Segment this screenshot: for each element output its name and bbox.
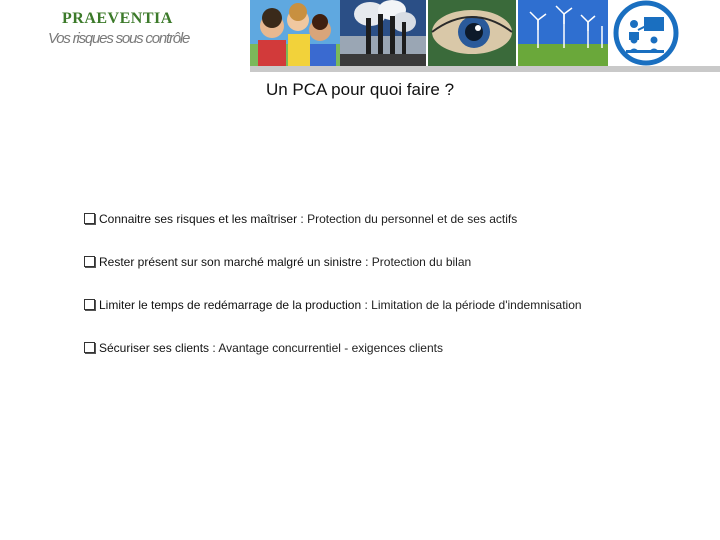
header-divider — [250, 66, 720, 72]
eye-earth-photo — [428, 0, 516, 66]
bullet-item — [84, 212, 704, 227]
slide-title-text: Un PCA pour quoi faire ? — [265, 80, 455, 99]
bullet-lead: Connaitre ses risques et les maîtriser — [99, 212, 298, 226]
praeventia-logo — [48, 6, 248, 56]
bullet-lead: Limiter le temps de redémarrage de la production — [99, 298, 362, 312]
bullet-list — [84, 212, 704, 384]
slide-title — [0, 80, 720, 100]
checkbox-bullet-icon — [84, 342, 95, 353]
training-icon — [608, 0, 684, 66]
logo-title: PRAEVENTIA — [62, 10, 173, 27]
bullet-detail: : Avantage concurrentiel - exigences clients — [209, 341, 443, 355]
checkbox-bullet-icon — [84, 256, 95, 267]
checkbox-bullet-icon — [84, 213, 95, 224]
logo-tagline: Vos risques sous contrôle — [48, 30, 190, 47]
bullet-item — [84, 255, 704, 270]
bullet-lead: Rester présent sur son marché malgré un sinistre — [99, 255, 362, 269]
bullet-item — [84, 298, 704, 313]
factory-chimneys-photo — [340, 0, 426, 66]
checkbox-bullet-icon — [84, 299, 95, 310]
bullet-detail: : Protection du personnel et de ses actifs — [297, 212, 518, 226]
wind-turbines-photo — [518, 0, 608, 66]
bullet-detail: : Limitation de la période d'indemnisation — [361, 298, 582, 312]
bullet-lead: Sécuriser ses clients — [99, 341, 210, 355]
bullet-detail: : Protection du bilan — [361, 255, 472, 269]
bullet-item — [84, 341, 704, 356]
family-photo — [250, 0, 340, 66]
header — [0, 0, 720, 70]
